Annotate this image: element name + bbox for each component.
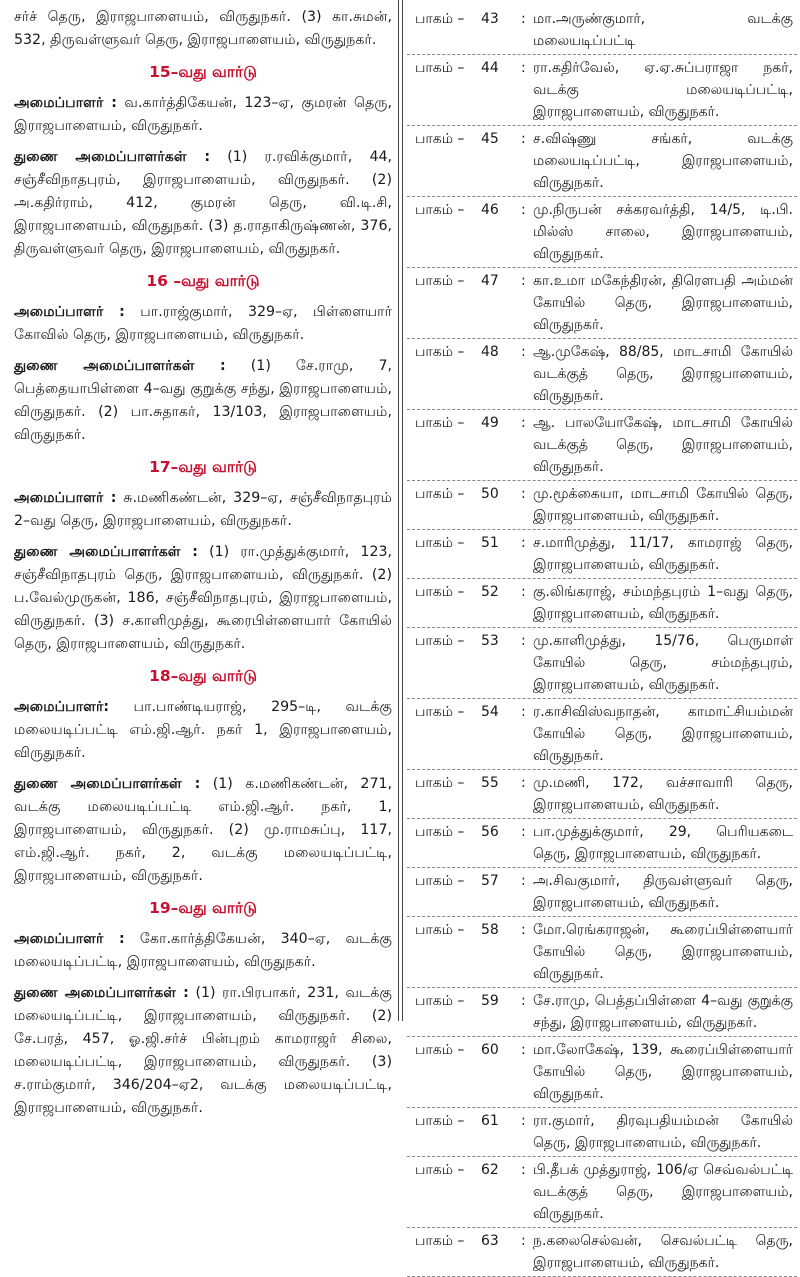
continued-paragraph — [14, 6, 392, 52]
booth-row — [407, 628, 797, 699]
booth-number: 59 — [481, 993, 499, 1009]
booth-agent: ச.விஷ்ணு சங்கர், வடக்கு மலையடிப்பட்டி, இராஜபாளையம், விருதுநகர். — [533, 131, 793, 191]
booth-colon: : — [521, 824, 526, 840]
booth-label: பாகம் – — [415, 1042, 465, 1058]
booth-number: 45 — [481, 131, 499, 147]
role-label: அமைப்பாளர் : — [14, 95, 117, 111]
booth-number: 55 — [481, 775, 499, 791]
role-label: துணை அமைப்பாளர்கள் : — [14, 149, 210, 165]
booth-number: 43 — [481, 11, 499, 27]
booth-number: 53 — [481, 633, 499, 649]
booth-colon: : — [521, 584, 526, 600]
booth-agent: ரா.குமார், திரவுபதியம்மன் கோயில் தெரு, இராஜபாளையம், விருதுநகர். — [533, 1113, 793, 1151]
paragraph-text: சர்ச் தெரு, இராஜபாளையம், விருதுநகர். (3) கா.சுமன், 532, திருவள்ளுவர் தெரு, இராஜபாளையம், விருதுநகர். — [14, 9, 392, 48]
booth-agent: மா.லோகேஷ், 139, கூரைப்பிள்ளையார் கோயில் தெரு, இராஜபாளையம், விருதுநகர். — [533, 1042, 793, 1102]
booth-label: பாகம் – — [415, 131, 465, 147]
booth-colon: : — [521, 415, 526, 431]
booth-agent: ச.மாரிமுத்து, 11/17, காமராஜ் தெரு, இராஜபாளையம், விருதுநகர். — [533, 535, 793, 573]
booth-label: பாகம் – — [415, 584, 465, 600]
booth-row — [407, 1037, 797, 1108]
ward-heading: 17–வது வார்டு — [149, 458, 257, 476]
booth-label: பாகம் – — [415, 922, 465, 938]
booth-agent: பா.முத்துக்குமார், 29, பெரியகடை தெரு, இராஜபாளையம், விருதுநகர். — [533, 824, 793, 862]
role-label: துணை அமைப்பாளர்கள் : — [14, 776, 201, 792]
booth-row — [407, 268, 797, 339]
booth-colon: : — [521, 202, 526, 218]
office-bearer-paragraph — [14, 696, 392, 765]
booth-label: பாகம் – — [415, 633, 465, 649]
booth-number: 44 — [481, 60, 499, 76]
booth-colon: : — [521, 1233, 526, 1249]
booth-colon: : — [521, 922, 526, 938]
paragraph-text: (1) ரா.முத்துக்குமார், 123, சஞ்சீவிநாதபுரம் தெரு, இராஜபாளையம், விருதுநகர். (2) ப.வேல்முருகன், 186, சஞ்சீவிநாதபுரம், இராஜபாளையம், விருதுநகர். (3) ச.காளிமுத்து, கூரைபிள்ளையார் கோயில் தெரு, இராஜபாளையம், விருதுநகர். — [14, 544, 393, 652]
role-label: துணை அமைப்பாளர்கள் : — [14, 985, 189, 1001]
booth-label: பாகம் – — [415, 873, 465, 889]
booth-colon: : — [521, 1042, 526, 1058]
booth-row — [407, 988, 797, 1037]
booth-row — [407, 410, 797, 481]
booth-label: பாகம் – — [415, 344, 465, 360]
booth-number: 61 — [481, 1113, 499, 1129]
booth-agent: மா.அருண்குமார், வடக்கு மலையடிப்பட்டி — [533, 11, 793, 49]
booth-label: பாகம் – — [415, 824, 465, 840]
booth-row — [407, 917, 797, 988]
booth-number: 60 — [481, 1042, 499, 1058]
booth-agent: மோ.ரெங்கராஜன், கூரைப்பிள்ளையார் கோயில் தெரு, இராஜபாளையம், விருதுநகர். — [533, 922, 793, 982]
booth-colon: : — [521, 486, 526, 502]
booth-label: பாகம் – — [415, 993, 465, 1009]
booth-colon: : — [521, 993, 526, 1009]
booth-colon: : — [521, 1162, 526, 1178]
booth-agent: மு.மணி, 172, வச்சாவாரி தெரு, இராஜபாளையம், விருதுநகர். — [533, 775, 793, 813]
booth-colon: : — [521, 633, 526, 649]
booth-row — [407, 55, 797, 126]
booth-row — [407, 1108, 797, 1157]
right-column — [407, 6, 797, 1271]
booth-number: 50 — [481, 486, 499, 502]
booth-row — [407, 868, 797, 917]
booth-agent: மு.மூக்கையா, மாடசாமி கோயில் தெரு, இராஜபாளையம், விருதுநகர். — [533, 486, 793, 524]
booth-number: 47 — [481, 273, 499, 289]
role-label: துணை அமைப்பாளர்கள் : — [14, 358, 226, 374]
paragraph-text: (1) க.மணிகண்டன், 271, வடக்கு மலையடிப்பட்டி எம்.ஜி.ஆர். நகர், 1, இராஜபாளையம், விருதுநகர். (2) மு.ராமசுப்பு, 117, எம்.ஜி.ஆர். நகர், 2, வடக்கு மலையடிப்பட்டி, இராஜபாளையம், விருதுநகர். — [14, 776, 393, 884]
booth-row — [407, 197, 797, 268]
booth-row — [407, 770, 797, 819]
office-bearer-paragraph — [14, 487, 392, 533]
booth-row — [407, 530, 797, 579]
office-bearer-paragraph — [14, 301, 392, 347]
office-bearer-paragraph — [14, 146, 392, 261]
booth-agent: ஆ.முகேஷ், 88/85, மாடசாமி கோயில் வடக்குத் தெரு, இராஜபாளையம், விருதுநகர். — [533, 344, 793, 404]
booth-number: 52 — [481, 584, 499, 600]
booth-agent: சே.ராமு, பெத்தப்பிள்ளை 4–வது குறுக்கு சந்து, இராஜபாளையம், விருதுநகர். — [533, 993, 793, 1031]
booth-label: பாகம் – — [415, 1113, 465, 1129]
column-divider — [398, 0, 399, 1021]
role-label: அமைப்பாளர் : — [14, 931, 125, 947]
office-bearer-paragraph — [14, 982, 392, 1120]
booth-label: பாகம் – — [415, 202, 465, 218]
booth-colon: : — [521, 873, 526, 889]
booth-agent: மு.நிருபன் சக்கரவர்த்தி, 14/5, டி.பி. மில்ஸ் சாலை, இராஜபாளையம், விருதுநகர். — [533, 202, 793, 262]
booth-label: பாகம் – — [415, 775, 465, 791]
booth-agent: ரா.கதிர்வேல், ஏ.ஏ.சுப்பராஜா நகர், வடக்கு மலையடிப்பட்டி, இராஜபாளையம், விருதுநகர். — [533, 60, 793, 120]
booth-agent: கு.லிங்கராஜ், சம்மந்தபுரம் 1–வது தெரு, இராஜபாளையம், விருதுநகர். — [533, 584, 793, 622]
booth-row — [407, 339, 797, 410]
booth-agent: ஆ. பாலயோகேஷ், மாடசாமி கோயில் வடக்குத் தெரு, இராஜபாளையம், விருதுநகர். — [533, 415, 793, 475]
column-divider-inner — [402, 0, 403, 1021]
role-label: அமைப்பாளர் : — [14, 490, 117, 506]
booth-number: 63 — [481, 1233, 499, 1249]
booth-number: 54 — [481, 704, 499, 720]
role-label: அமைப்பாளர் : — [14, 304, 125, 320]
booth-colon: : — [521, 1113, 526, 1129]
ward-heading: 15–வது வார்டு — [149, 63, 257, 81]
booth-row — [407, 699, 797, 770]
booth-agent: அ.சிவகுமார், திருவள்ளுவர் தெரு, இராஜபாளையம், விருதுநகர். — [533, 873, 793, 911]
office-bearer-paragraph — [14, 928, 392, 974]
booth-number: 58 — [481, 922, 499, 938]
booth-number: 62 — [481, 1162, 499, 1178]
role-label: துணை அமைப்பாளர்கள் : — [14, 544, 198, 560]
paragraph-text: (1) ரா.பிரபாகர், 231, வடக்கு மலையடிப்பட்டி, இராஜபாளையம், விருதுநகர். (2) சே.பரத், 457, ஓ.ஜி.சர்ச் பின்புறம் காமராஜர் சிலை, மலையடிப்பட்டி, இராஜபாளையம், விருதுநகர். (3) ச.ராம்குமார், 346/204–ஏ2, வடக்கு மலையடிப்பட்டி, இராஜபாளையம், விருதுநகர். — [14, 985, 392, 1116]
booth-number: 56 — [481, 824, 499, 840]
paragraph-text: பா.ராஜ்குமார், 329–ஏ, பிள்ளையார் கோவில் தெரு, இராஜபாளையம், விருதுநகர். — [14, 304, 393, 343]
booth-label: பாகம் – — [415, 415, 465, 431]
booth-label: பாகம் – — [415, 486, 465, 502]
booth-number: 48 — [481, 344, 499, 360]
booth-number: 57 — [481, 873, 499, 889]
role-label: அமைப்பாளர்: — [14, 699, 110, 715]
booth-agent: கா.உமா மகேந்திரன், திரௌபதி அம்மன் கோயில் தெரு, இராஜபாளையம், விருதுநகர். — [533, 273, 793, 333]
booth-row — [407, 126, 797, 197]
booth-label: பாகம் – — [415, 60, 465, 76]
booth-colon: : — [521, 131, 526, 147]
booth-number: 51 — [481, 535, 499, 551]
left-column — [14, 6, 393, 1116]
booth-label: பாகம் – — [415, 1233, 465, 1249]
booth-colon: : — [521, 704, 526, 720]
paragraph-text: (1) ர.ரவிக்குமார், 44, சஞ்சீவிநாதபுரம், இராஜபாளையம், விருதுநகர். (2) அ.கதிர்ராம், 412, குமரன் தெரு, வி.டி.சி, இராஜபாளையம், விருதுநகர். (3) த.ராதாகிருஷ்ணன், 376, திருவள்ளுவர் தெரு, இராஜபாளையம், விருதுநகர். — [14, 149, 393, 257]
booth-colon: : — [521, 273, 526, 289]
ward-heading: 19–வது வார்டு — [149, 899, 257, 917]
booth-row — [407, 1228, 797, 1277]
booth-row — [407, 6, 797, 55]
booth-colon: : — [521, 11, 526, 27]
booth-colon: : — [521, 775, 526, 791]
paragraph-text: வ.கார்த்திகேயன், 123–ஏ, குமரன் தெரு, இராஜபாளையம், விருதுநகர். — [14, 95, 392, 134]
paragraph-text: சு.மணிகண்டன், 329–ஏ, சஞ்சீவிநாதபுரம் 2–வது தெரு, இராஜபாளையம், விருதுநகர். — [14, 490, 392, 529]
booth-number: 46 — [481, 202, 499, 218]
paragraph-text: கோ.கார்த்திகேயன், 340–ஏ, வடக்கு மலையடிப்பட்டி, இராஜபாளையம், விருதுநகர். — [14, 931, 392, 970]
office-bearer-paragraph — [14, 92, 392, 138]
booth-label: பாகம் – — [415, 1162, 465, 1178]
office-bearer-paragraph — [14, 541, 392, 656]
booth-number: 49 — [481, 415, 499, 431]
paragraph-text: பா.பாண்டியராஜ், 295–டி, வடக்கு மலையடிப்பட்டி எம்.ஜி.ஆர். நகர் 1, இராஜபாளையம், விருதுநகர். — [14, 699, 392, 761]
ward-heading: 16 –வது வார்டு — [146, 272, 260, 290]
booth-row — [407, 819, 797, 868]
booth-agent: ந.கலைசெல்வன், செவல்பட்டி தெரு, இராஜபாளையம், விருதுநகர். — [533, 1233, 793, 1271]
booth-colon: : — [521, 344, 526, 360]
booth-agent: மு.காளிமுத்து, 15/76, பெருமாள் கோயில் தெரு, சம்மந்தபுரம், இராஜபாளையம், விருதுநகர். — [533, 633, 793, 693]
booth-colon: : — [521, 535, 526, 551]
booth-row — [407, 1157, 797, 1228]
paragraph-text: (1) சே.ராமு, 7, பெத்தையாபிள்ளை 4–வது குறுக்கு சந்து, இராஜபாளையம், விருதுநகர். (2) பா.சுதாகர், 13/103, இராஜபாளையம், விருதுநகர். — [14, 358, 392, 443]
ward-heading: 18–வது வார்டு — [149, 667, 257, 685]
booth-label: பாகம் – — [415, 273, 465, 289]
booth-label: பாகம் – — [415, 535, 465, 551]
booth-label: பாகம் – — [415, 11, 465, 27]
booth-row — [407, 481, 797, 530]
booth-label: பாகம் – — [415, 704, 465, 720]
booth-agent: ர.காசிவிஸ்வநாதன், காமாட்சியம்மன் கோயில் தெரு, இராஜபாளையம், விருதுநகர். — [533, 704, 793, 764]
office-bearer-paragraph — [14, 355, 392, 447]
office-bearer-paragraph — [14, 773, 392, 888]
booth-row — [407, 579, 797, 628]
booth-agent: பி.தீபக் முத்துராஜ், 106/ஏ செவ்வல்பட்டி வடக்குத் தெரு, இராஜபாளையம், விருதுநகர். — [533, 1162, 793, 1222]
booth-colon: : — [521, 60, 526, 76]
